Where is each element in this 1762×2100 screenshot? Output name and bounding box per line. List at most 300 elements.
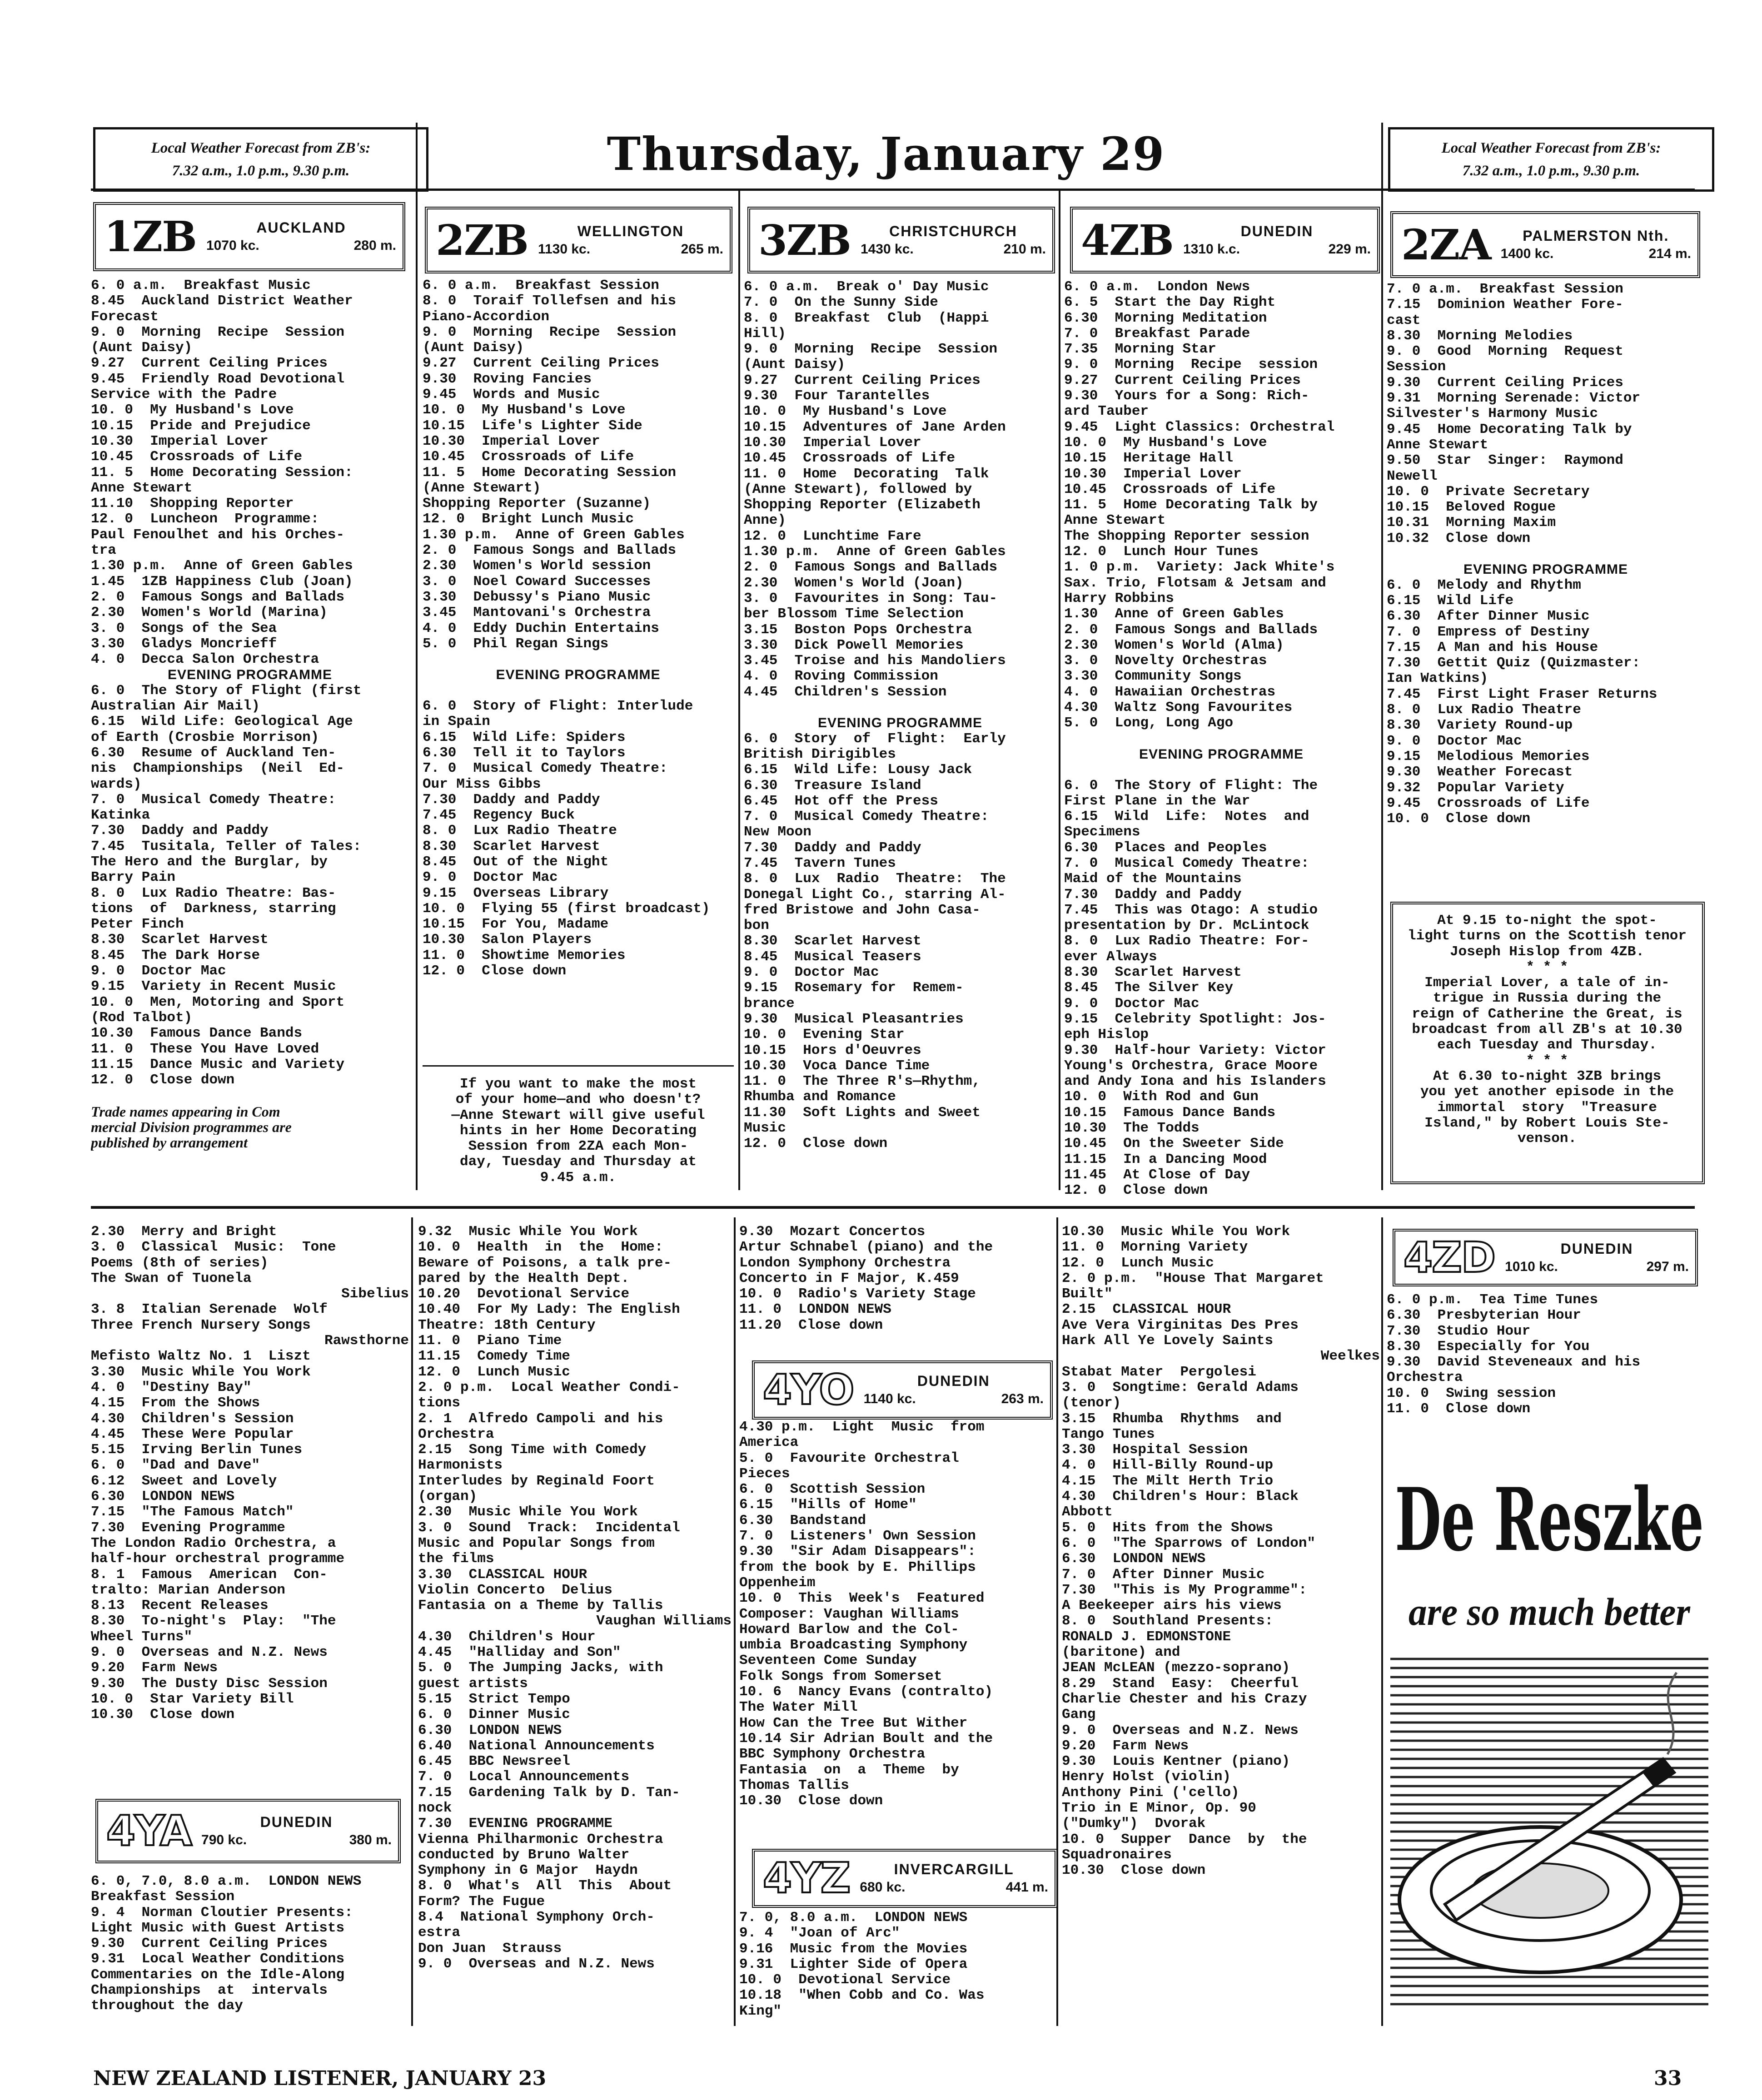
schedule-line: 10.45 On the Sweeter Side (1064, 1136, 1284, 1152)
schedule-line: 9.45 a.m. (540, 1170, 617, 1186)
programme-list-4yo (739, 1420, 1055, 1809)
schedule-line: 3. 8 Italian Serenade Wolf (91, 1302, 328, 1318)
schedule-line: wards) (91, 776, 142, 792)
schedule-line: 6.30 LONDON NEWS (418, 1723, 562, 1738)
schedule-line: 7.45 Regency Buck (423, 808, 575, 824)
col-divider (1381, 123, 1383, 1190)
schedule-line: Composer: Vaughan Williams (739, 1606, 959, 1622)
station-call: 4YO (763, 1365, 854, 1414)
schedule-line: 8. 0 Lux Radio Theatre: Bas- (91, 885, 336, 901)
schedule-line: 9.20 Farm News (91, 1660, 218, 1676)
programme-list-4ya-cont (91, 1224, 409, 1723)
schedule-line: 3. 0 Songtime: Gerald Adams (1062, 1380, 1299, 1395)
schedule-line: 11. 0 Piano Time (418, 1333, 562, 1349)
schedule-line: 4.30 Children's Hour (418, 1629, 596, 1645)
station-box-2zb (425, 207, 732, 273)
ad-slogan: are so much better (1409, 1590, 1691, 1633)
schedule-line: British Dirigibles (744, 746, 896, 762)
schedule-line: 7. 0 Musical Comedy Theatre: (1064, 855, 1309, 871)
schedule-line: 10.14 Sir Adrian Boult and the (739, 1731, 993, 1747)
schedule-line: New Moon (744, 824, 811, 840)
schedule-line: BBC Symphony Orchestra (739, 1747, 926, 1762)
station-frequency (206, 237, 396, 255)
schedule-line: * * * (1526, 1053, 1568, 1069)
schedule-line: 10.30 The Todds (1064, 1121, 1200, 1137)
schedule-line: 7.15 A Man and his House (1387, 640, 1598, 655)
schedule-line: 8.30 Scarlet Harvest (744, 933, 921, 949)
station-kc: 1310 k.c. (1183, 241, 1240, 257)
schedule-line: Specimens (1064, 824, 1140, 840)
station-frequency (1501, 245, 1691, 263)
schedule-line: 10.15 Beloved Rogue (1387, 500, 1556, 516)
schedule-line: 9.31 Lighter Side of Opera (739, 1956, 968, 1972)
schedule-line: Music and Popular Songs from (418, 1535, 655, 1551)
schedule-line: 11. 0 The Three R's—Rhythm, (744, 1074, 981, 1090)
schedule-line: pared by the Health Dept. (418, 1271, 630, 1286)
programme-list-4zd (1387, 1292, 1705, 1417)
station-frequency (1183, 240, 1371, 258)
schedule-line: 5. 0 The Jumping Jacks, with (418, 1660, 663, 1676)
schedule-line (1387, 546, 1705, 562)
schedule-line: Mefisto Waltz No. 1 Liszt (91, 1349, 311, 1365)
schedule-line: 6.15 Wild Life (1387, 593, 1514, 609)
station-meta (860, 1860, 1055, 1896)
schedule-line: 4. 0 Hill-Billy Round-up (1062, 1458, 1274, 1474)
schedule-line: 7.30 Daddy and Paddy (744, 840, 921, 856)
schedule-line: 6. 0 "The Sparrows of London" (1062, 1535, 1316, 1551)
schedule-line: 8. 0 What's All This About (418, 1878, 672, 1894)
schedule-line: 12. 0 Close down (91, 1072, 235, 1088)
schedule-line: nis Championships (Neil Ed- (91, 761, 345, 777)
station-metres: 441 m. (1005, 1880, 1048, 1895)
schedule-line: 7.30 EVENING PROGRAMME (418, 1816, 612, 1832)
schedule-line: you yet another episode in the (1420, 1084, 1674, 1100)
station-city: DUNEDIN (1240, 223, 1314, 239)
schedule-line: 7.30 Daddy and Paddy (91, 823, 269, 839)
schedule-line: 8. 0 Lux Radio Theatre (1387, 702, 1581, 718)
schedule-line: 5. 0 Favourite Orchestral (739, 1450, 959, 1466)
schedule-line: 6.15 Wild Life: Lousy Jack (744, 762, 972, 778)
schedule-line: 9.32 Popular Variety (1387, 780, 1564, 796)
station-box-1zb (93, 202, 405, 271)
schedule-line: 2.30 Women's World (Marina) (91, 605, 328, 621)
programme-list-2za (1387, 282, 1705, 827)
schedule-line: broadcast from all ZB's at 10.30 (1412, 1022, 1682, 1038)
schedule-line: 10. 0 Close down (1387, 811, 1531, 827)
station-box-2za (1390, 211, 1700, 278)
schedule-line: 10. 0 Swing session (1387, 1385, 1556, 1401)
schedule-line: The Water Mill (739, 1700, 858, 1716)
schedule-line: 7. 0 Empress of Destiny (1387, 624, 1590, 640)
schedule-line: 6. 0 a.m. Breakfast Music (91, 278, 311, 293)
schedule-line: 3. 0 Novelty Orchestras (1064, 653, 1267, 669)
station-kc: 1140 kc. (863, 1391, 916, 1406)
schedule-line: 2.30 Music While You Work (418, 1504, 638, 1520)
schedule-line: Trade names appearing in Com (91, 1103, 280, 1120)
schedule-line: Barry Pain (91, 870, 176, 886)
schedule-line: 4. 0 Decca Salon Orchestra (91, 652, 319, 668)
schedule-line: 10.18 "When Cobb and Co. Was (739, 1988, 985, 2004)
schedule-line: tions (418, 1395, 461, 1411)
programme-list-4ya (91, 1874, 409, 2014)
station-meta (864, 1372, 1050, 1408)
schedule-line: nock (418, 1800, 452, 1816)
schedule-line: 8.13 Recent Releases (91, 1598, 269, 1614)
schedule-line: fred Bristowe and John Casa- (744, 902, 981, 918)
schedule-line: 9.15 Rosemary for Remem- (744, 980, 964, 996)
weather-box-right (1388, 127, 1714, 192)
schedule-line: Anne Stewart (1387, 437, 1488, 453)
schedule-line: 10. 0 Flying 55 (first broadcast) (423, 901, 710, 917)
schedule-line: 2. 0 p.m. Local Weather Condi- (418, 1380, 680, 1395)
schedule-line: trigue in Russia during the (1433, 991, 1662, 1007)
schedule-line: JEAN McLEAN (mezzo-soprano) (1062, 1660, 1290, 1676)
schedule-line: Piano-Accordion (423, 309, 550, 325)
schedule-line: 9. 0 Overseas and N.Z. News (418, 1956, 655, 1972)
schedule-line: 9. 0 Good Morning Request (1387, 344, 1623, 360)
schedule-line: 10.15 Famous Dance Bands (1064, 1105, 1276, 1121)
schedule-line: 10.15 For You, Madame (423, 917, 609, 933)
schedule-line: Paul Fenoulhet and his Orches- (91, 527, 345, 543)
schedule-line: Katinka (91, 808, 150, 824)
schedule-line: 10. 0 Star Variety Bill (91, 1691, 294, 1707)
station-box-4yo (752, 1360, 1053, 1420)
schedule-line: 5. 0 Phil Regan Sings (423, 636, 609, 652)
schedule-line: 7.35 Morning Star (1064, 342, 1216, 357)
weather-box-left (93, 127, 428, 192)
station-frequency (861, 240, 1046, 258)
schedule-line: 9. 0 Morning Recipe Session (423, 324, 677, 340)
programme-list-4yz (739, 1910, 1055, 2019)
programme-list-4zb (1064, 279, 1379, 1199)
schedule-line: 11.20 Close down (739, 1317, 883, 1333)
station-call: 2ZB (436, 215, 528, 265)
schedule-line: 9. 4 "Joan of Arc" (739, 1926, 900, 1941)
schedule-line: 7. 0 On the Sunny Side (744, 295, 938, 311)
schedule-line: 3.30 Gladys Moncrieff (91, 636, 277, 652)
schedule-line: 11.10 Shopping Reporter (91, 496, 294, 512)
schedule-line: 10.45 Crossroads of Life (423, 449, 634, 465)
station-call: 3ZB (758, 215, 851, 265)
schedule-line: 8.30 Scarlet Harvest (423, 839, 600, 854)
col-divider (734, 1217, 736, 2026)
schedule-line: Imperial Lover, a tale of in- (1424, 975, 1670, 991)
schedule-line: Symphony in G Major Haydn (418, 1863, 638, 1879)
schedule-line: 9. 0 Doctor Mac (744, 965, 879, 981)
schedule-line: ber Blossom Time Selection (744, 606, 964, 622)
schedule-line: 2.30 Merry and Bright (91, 1224, 277, 1240)
station-city: INVERCARGILL (894, 1861, 1014, 1877)
schedule-line: 4.30 p.m. Light Music from (739, 1420, 985, 1435)
schedule-line: 7.45 Tusitala, Teller of Tales: (91, 839, 362, 854)
schedule-line: 12. 0 Close down (423, 963, 567, 979)
schedule-line: 1. 0 p.m. Variety: Jack White's (1064, 560, 1335, 576)
programme-list-2zb (423, 278, 734, 979)
schedule-line: Abbott (1062, 1504, 1113, 1520)
schedule-line: 6.30 LONDON NEWS (91, 1489, 235, 1505)
schedule-line: 12. 0 Luncheon Programme: (91, 511, 319, 527)
footer-publication: NEW ZEALAND LISTENER, JANUARY 23 (93, 2067, 547, 2090)
schedule-line: 10.30 Music While You Work (1062, 1224, 1290, 1240)
schedule-line: Newell (1387, 468, 1438, 484)
station-kc: 1010 kc. (1505, 1259, 1558, 1274)
schedule-line: 11.30 Soft Lights and Sweet (744, 1105, 981, 1121)
schedule-line: 8. 0 Lux Radio Theatre: The (744, 871, 1006, 887)
schedule-line: 10.15 Pride and Prejudice (91, 418, 311, 434)
schedule-line: 10.15 Heritage Hall (1064, 451, 1234, 467)
schedule-line: 8.45 The Dark Horse (91, 948, 260, 963)
schedule-line: 4. 0 Eddy Duchin Entertains (423, 621, 659, 636)
schedule-line: 10. 0 Supper Dance by the (1062, 1832, 1307, 1847)
col-divider (738, 191, 740, 1190)
schedule-line: 9.30 Louis Kentner (piano) (1062, 1754, 1290, 1770)
schedule-line: (Rod Talbot) (91, 1010, 193, 1026)
station-city: WELLINGTON (577, 223, 684, 239)
schedule-line: 11. 0 Morning Variety (1062, 1240, 1248, 1256)
schedule-line: Ian Watkins) (1387, 671, 1488, 687)
schedule-line: 3. 0 Sound Track: Incidental (418, 1520, 680, 1536)
station-call: 1ZB (104, 212, 196, 261)
schedule-line: 4.15 The Milt Herth Trio (1062, 1473, 1274, 1489)
schedule-line: 2. 0 Famous Songs and Ballads (91, 589, 345, 605)
schedule-line: 11. 0 Showtime Memories (423, 948, 626, 963)
schedule-line: 6. 0, 7.0, 8.0 a.m. LONDON NEWS (91, 1874, 362, 1889)
schedule-line: 9. 0 Doctor Mac (1064, 996, 1200, 1012)
schedule-line: 10.40 For My Lady: The English (418, 1302, 680, 1318)
schedule-line: 7. 0 a.m. Breakfast Session (1387, 282, 1623, 297)
programme-list-4ya-night (739, 1224, 1055, 1333)
schedule-line: 9.30 David Steveneaux and his (1387, 1355, 1641, 1370)
schedule-line: Harry Robbins (1064, 591, 1174, 606)
schedule-line: 9. 0 Doctor Mac (91, 963, 226, 979)
schedule-line: eph Hislop (1064, 1027, 1149, 1043)
footer-page-number: 33 (1654, 2067, 1682, 2090)
station-kc: 680 kc. (860, 1880, 906, 1895)
schedule-line: 9.15 Overseas Library (423, 885, 609, 901)
schedule-line: 6. 0 The Story of Flight (first (91, 683, 362, 699)
schedule-line: 6. 0 The Story of Flight: The (1064, 778, 1318, 794)
station-meta (201, 1813, 398, 1849)
schedule-line: Vienna Philharmonic Orchestra (418, 1832, 663, 1847)
schedule-line: 8.30 Variety Round-up (1387, 718, 1573, 734)
schedule-line: 9.27 Current Ceiling Prices (423, 356, 659, 372)
schedule-line: The Swan of Tuonela (91, 1271, 252, 1286)
schedule-line: 12. 0 Lunch Music (418, 1364, 570, 1380)
schedule-line: Our Miss Gibbs (423, 776, 541, 792)
schedule-line: (organ) (418, 1489, 478, 1505)
schedule-line: mercial Division programmes are (91, 1119, 292, 1135)
schedule-line: 8. 0 Lux Radio Theatre: For- (1064, 933, 1309, 949)
schedule-line: 9.30 The Dusty Disc Session (91, 1676, 328, 1692)
programme-list-4yz-cont (1062, 1224, 1380, 1878)
schedule-line: 2. 0 Famous Songs and Ballads (1064, 622, 1318, 638)
schedule-line: 6. 0 Scottish Session (739, 1482, 926, 1498)
schedule-line: 6.30 Presbyterian Hour (1387, 1308, 1581, 1324)
schedule-line: 8.45 Musical Teasers (744, 949, 921, 965)
schedule-line: 9.15 Variety in Recent Music (91, 979, 336, 995)
schedule-line: 9. 0 Doctor Mac (1387, 733, 1522, 749)
schedule-line: 7.30 Daddy and Paddy (423, 792, 600, 808)
schedule-line: 1.30 p.m. Anne of Green Gables (423, 527, 685, 543)
station-frequency (201, 1831, 392, 1849)
schedule-line: 6. 0 Melody and Rhythm (1387, 577, 1581, 593)
station-city: DUNEDIN (1560, 1240, 1633, 1257)
schedule-line: 7.45 Tavern Tunes (744, 855, 896, 871)
schedule-line: 11.15 In a Dancing Mood (1064, 1152, 1267, 1167)
schedule-line: 9.32 Music While You Work (418, 1224, 638, 1240)
advertisement-de-reszke (1390, 1468, 1708, 2009)
schedule-line: Young's Orchestra, Grace Moore (1064, 1058, 1318, 1074)
schedule-line: Henry Holst (violin) (1062, 1769, 1231, 1785)
schedule-line: 9. 0 Morning Recipe Session (91, 324, 345, 340)
schedule-line: in Spain (423, 714, 490, 730)
schedule-line: 10.15 Life's Lighter Side (423, 418, 642, 434)
schedule-line: Maid of the Mountains (1064, 871, 1242, 887)
schedule-line: Howard Barlow and the Col- (739, 1622, 959, 1638)
station-box-3zb (747, 207, 1055, 273)
station-kc: 1130 kc. (538, 241, 591, 257)
schedule-line: 9.30 Mozart Concertos (739, 1224, 926, 1240)
schedule-line: Orchestra (418, 1426, 494, 1442)
station-meta (1183, 222, 1377, 258)
schedule-line: hints in her Home Decorating (460, 1123, 697, 1139)
header-rule (91, 189, 1695, 191)
schedule-line: 3. 0 Noel Coward Successes (423, 574, 651, 590)
schedule-line: Light Music with Guest Artists (91, 1920, 345, 1936)
col-divider (416, 123, 418, 1190)
schedule-line: 9.45 Words and Music (423, 387, 600, 403)
schedule-line: 6.30 Bandstand (739, 1513, 866, 1529)
schedule-line: venson. (1517, 1131, 1577, 1147)
station-box-4yz (752, 1849, 1057, 1908)
schedule-line: Championships at intervals (91, 1983, 328, 1999)
schedule-line: 9.16 Music from the Movies (739, 1941, 968, 1957)
schedule-line: 8. 1 Famous American Con- (91, 1567, 328, 1583)
schedule-line: Artur Schnabel (piano) and the (739, 1240, 993, 1256)
schedule-line: 6.30 Tell it to Taylors (423, 745, 626, 761)
station-box-4zb (1070, 207, 1380, 273)
schedule-line: Forecast (91, 309, 159, 325)
schedule-line: ("Dumky") Dvorak (1062, 1816, 1206, 1832)
schedule-line: guest artists (418, 1676, 528, 1692)
schedule-line: Stabat Mater Pergolesi (1062, 1364, 1256, 1380)
schedule-line: Session (1387, 359, 1446, 375)
schedule-line: 3.15 Boston Pops Orchestra (744, 622, 972, 638)
schedule-line: Sibelius (341, 1286, 409, 1302)
schedule-line: 6.45 Hot off the Press (744, 793, 938, 809)
station-box-4zd (1393, 1229, 1698, 1286)
schedule-line: At 6.30 to-night 3ZB brings (1433, 1068, 1662, 1084)
schedule-line: Anne Stewart (91, 480, 193, 496)
section-heading: EVENING PROGRAMME (496, 667, 661, 683)
schedule-line: 10. 0 Evening Star (744, 1027, 905, 1043)
schedule-line: 6.30 LONDON NEWS (1062, 1551, 1206, 1567)
schedule-line: 10. 0 My Husband's Love (1064, 435, 1267, 451)
schedule-line: 8. 0 Breakfast Club (Happi (744, 310, 989, 326)
schedule-line: 10. 0 My Husband's Love (91, 402, 294, 418)
schedule-line: 6. 0 Story of Flight: Interlude (423, 699, 693, 715)
schedule-line: 9.27 Current Ceiling Prices (91, 356, 328, 372)
schedule-line: 7. 0 Musical Comedy Theatre: (744, 809, 989, 825)
schedule-line: Three French Nursery Songs (91, 1317, 311, 1333)
schedule-line: Session from 2ZA each Mon- (468, 1139, 688, 1155)
schedule-line: presentation by Dr. McLintock (1064, 918, 1309, 934)
weather-left-line1: Local Weather Forecast from ZB's: (151, 140, 371, 156)
schedule-line: 3.45 Mantovani's Orchestra (423, 605, 651, 621)
note-rule (423, 1065, 734, 1067)
schedule-line: light turns on the Scottish tenor (1408, 928, 1687, 944)
schedule-line: 8.45 Auckland District Weather (91, 293, 353, 309)
schedule-line: 3.30 CLASSICAL HOUR (418, 1567, 587, 1583)
schedule-line: Trio in E Minor, Op. 90 (1062, 1800, 1256, 1816)
station-metres: 214 m. (1648, 246, 1691, 261)
station-meta (861, 222, 1052, 258)
station-metres: 210 m. (1003, 241, 1046, 257)
schedule-line: 9.30 Yours for a Song: Rich- (1064, 388, 1309, 404)
schedule-line: 3.15 Rhumba Rhythms and (1062, 1411, 1282, 1427)
schedule-line: 2.30 Women's World (Joan) (744, 575, 964, 591)
schedule-line: 9.30 Current Ceiling Prices (91, 1936, 328, 1952)
schedule-line: tralto: Marian Anderson (91, 1582, 285, 1598)
schedule-line: 7. 0 Breakfast Parade (1064, 326, 1250, 342)
schedule-line: the films (418, 1551, 494, 1567)
col-divider (1059, 191, 1060, 1190)
schedule-line: 10. 0 My Husband's Love (423, 402, 626, 418)
schedule-line: 5.15 Strict Tempo (418, 1691, 570, 1707)
schedule-line: 8. 0 Lux Radio Theatre (423, 823, 617, 839)
schedule-line: Beware of Poisons, a talk pre- (418, 1255, 672, 1271)
schedule-line: 9.30 Current Ceiling Prices (1387, 375, 1623, 391)
schedule-line: (baritone) and (1062, 1645, 1180, 1661)
station-frequency (538, 240, 723, 258)
schedule-line: Joseph Hislop from 4ZB. (1450, 944, 1644, 960)
schedule-line: 2. 1 Alfredo Campoli and his (418, 1411, 663, 1427)
schedule-line: 9.45 Crossroads of Life (1387, 795, 1590, 811)
schedule-line: 9.30 Four Tarantelles (744, 388, 930, 404)
schedule-line: 8. 0 Toraif Tollefsen and his (423, 293, 677, 309)
schedule-line: How Can the Tree But Wither (739, 1715, 968, 1731)
schedule-line: 5. 0 Long, Long Ago (1064, 715, 1234, 731)
station-meta (538, 222, 730, 258)
schedule-line: 3.30 Debussy's Piano Music (423, 589, 651, 605)
schedule-line: 6. 0 a.m. Breakfast Session (423, 278, 659, 293)
schedule-line: 7.30 "This is My Programme": (1062, 1582, 1307, 1598)
schedule-line: 11. 5 Home Decorating Session: (91, 465, 353, 481)
schedule-line: 9.15 Celebrity Spotlight: Jos- (1064, 1011, 1326, 1027)
station-frequency (860, 1878, 1048, 1896)
schedule-line: 10.15 Adventures of Jane Arden (744, 419, 1006, 435)
station-call: 4YA (106, 1807, 192, 1855)
schedule-line: 5.15 Irving Berlin Tunes (91, 1442, 303, 1458)
station-call: 4YZ (763, 1854, 850, 1902)
schedule-line: 4.15 From the Shows (91, 1395, 260, 1411)
schedule-line: 3.45 Troise and his Mandoliers (744, 653, 1006, 669)
schedule-line: Fantasia on a Theme by Tallis (418, 1598, 663, 1614)
schedule-line: Hill) (744, 326, 786, 342)
station-meta (1505, 1240, 1695, 1276)
schedule-line: Shopping Reporter (Elizabeth (744, 497, 981, 513)
schedule-line: 10.45 Crossroads of Life (744, 451, 956, 467)
programme-list-1zb (91, 278, 409, 1151)
schedule-line: 10.30 Famous Dance Bands (91, 1026, 303, 1042)
schedule-line: 4.45 Children's Session (744, 684, 947, 700)
schedule-line: America (739, 1435, 799, 1451)
schedule-line: 10.30 Imperial Lover (423, 433, 600, 449)
schedule-line: 10. 6 Nancy Evans (contralto) (739, 1684, 993, 1700)
schedule-line (744, 700, 1056, 715)
schedule-line: 9.50 Star Singer: Raymond (1387, 453, 1623, 469)
schedule-line: Harmonists (418, 1458, 503, 1474)
